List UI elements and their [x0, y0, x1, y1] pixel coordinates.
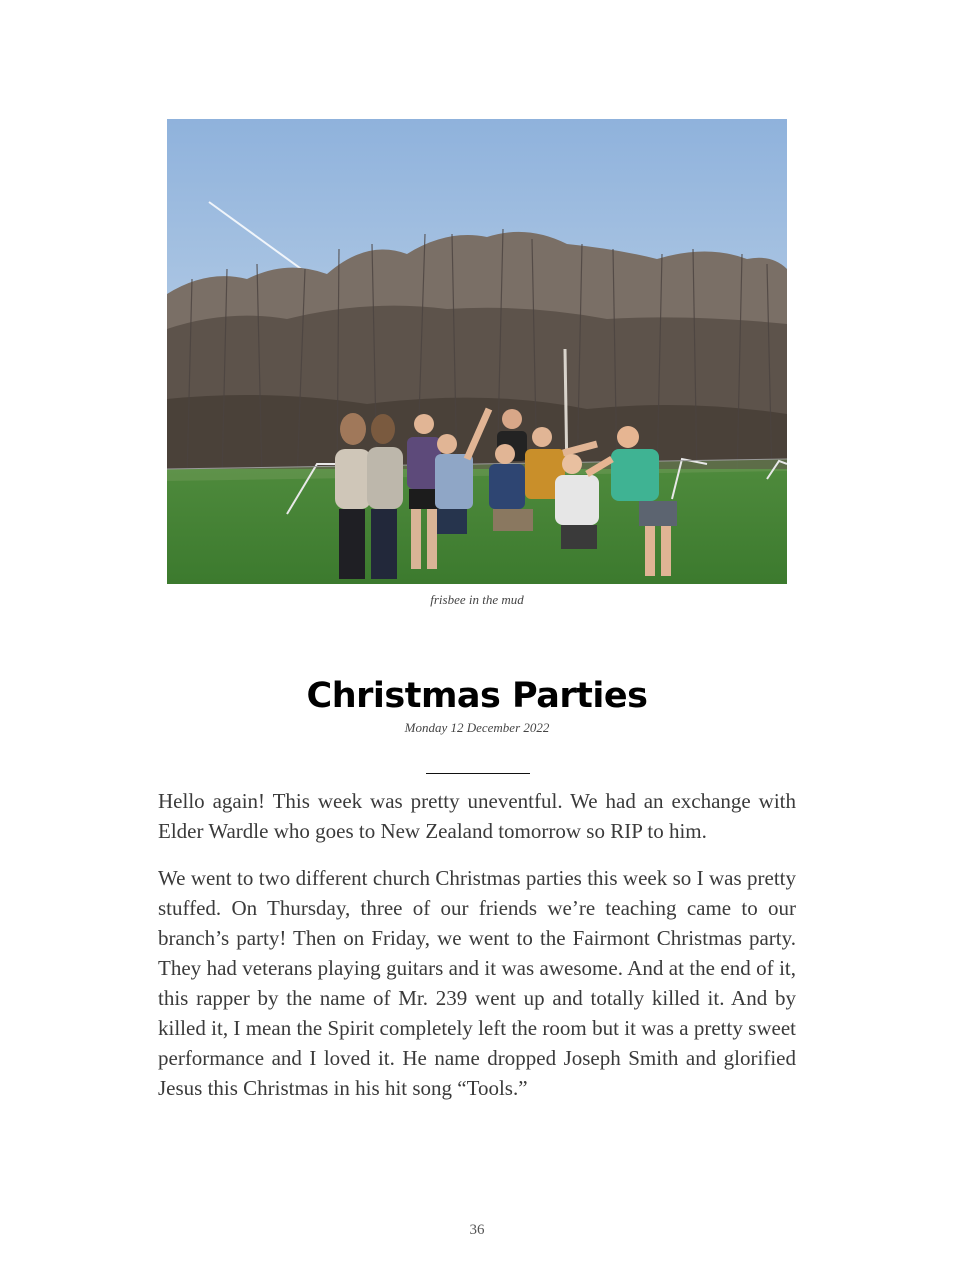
photo-caption: frisbee in the mud — [430, 592, 524, 607]
photo-illustration — [167, 119, 787, 584]
article-date: Monday 12 December 2022 — [404, 720, 550, 735]
article-body — [158, 786, 796, 1120]
group-photo — [167, 119, 787, 584]
title-divider — [426, 773, 530, 774]
page-number: 36 — [469, 1222, 485, 1238]
article-paragraph: Hello again! This week was pretty uneventful. We had an exchange with Elder Wardle who goes to New Zealand tomorrow so RIP to him. — [158, 789, 796, 843]
article-title: Christmas Parties — [306, 676, 648, 716]
article-paragraph: We went to two different church Christmas parties this week so I was pretty stuffed. On Thursday, three of our friends we’re teaching came to our branch’s party! Then on Friday, we went to the Fairmont Christmas party. They had veterans playing guitars and it was awesome. And at the end of it, this rapper by the name of Mr. 239 went up and totally killed it. And by killed it, I mean the Spirit completely left the room but it was a pretty sweet performance and I loved it. He name dropped Joseph Smith and glorified Jesus this Christmas in his hit song “Tools.” — [158, 866, 796, 1100]
